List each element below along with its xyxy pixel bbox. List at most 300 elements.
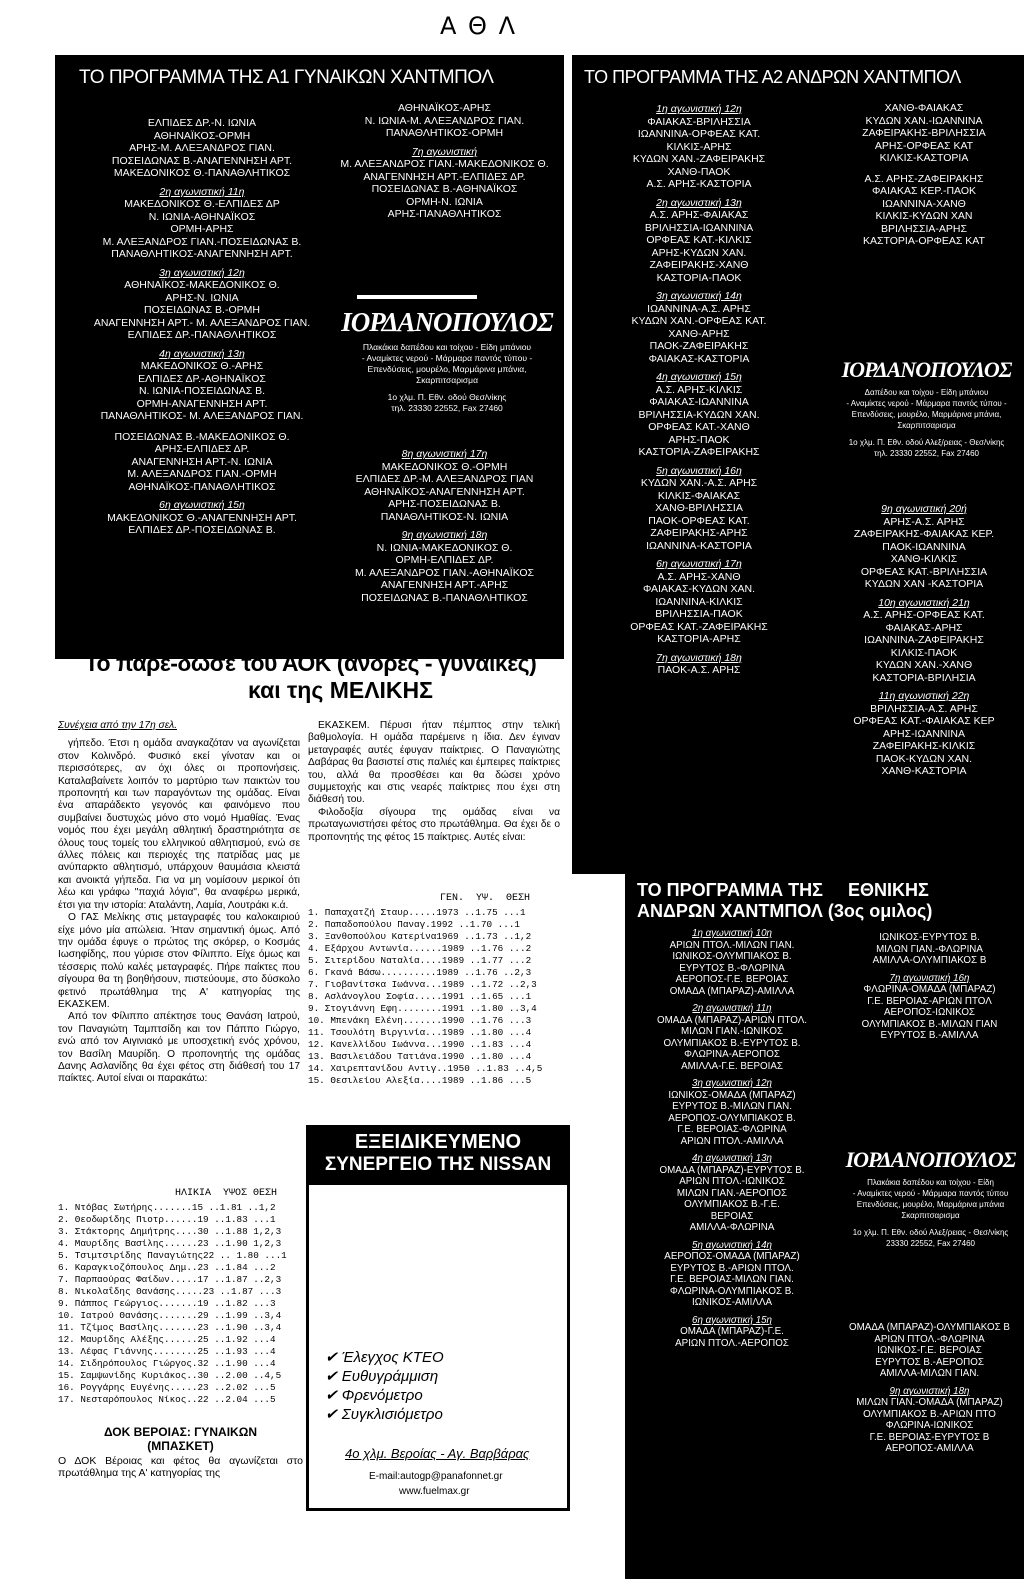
list-item: ΑΡΗΣ-ΠΑΟΚ [668, 433, 730, 446]
ad-address: 1ο χλμ. Π. Εθν. οδού Θεσ/νίκης [387, 392, 507, 402]
list-item: 16. Ρογγάρης Ευγένης.....23 ..2.02 ...5 [58, 1382, 276, 1393]
list-item: ΟΡΜΗ-ΑΡΗΣ [170, 223, 234, 235]
list-item: 14. Χαιρεπτανίδου Αντιγ..1950 ..1.83 ..4,5 [308, 1063, 543, 1074]
list-item: ΕΛΠΙΔΕΣ ΔΡ.-ΑΘΗΝΑΪΚΟΣ [138, 372, 266, 385]
list-item: ΟΡΦΕΑΣ ΚΑΤ.-ΒΡΙΛΗΣΣΙΑ [860, 565, 988, 578]
men-roster-header: ΗΛΙΚΙΑ ΥΨΟΣ ΘΕΣΗ [175, 1188, 278, 1199]
a2-round-7-list [574, 664, 824, 677]
list-item: Επενδύσεις, μουρέλο, Μαρμάρινα μπάνια [856, 1200, 1005, 1209]
list-item: ΙΩΑΝΝΙΝΑ-ΚΙΛΚΙΣ [655, 595, 743, 608]
list-item: 2. Παπαδοπούλου Παναγ.1992 ..1.70 ...1 [308, 919, 521, 930]
list-item: ΟΡΜΗ-ΕΛΠΙΔΕΣ ΔΡ. [395, 554, 494, 566]
list-item: ΑΡΗΣ-Α.Σ. ΑΡΗΣ [883, 515, 965, 528]
list-item: ΖΑΦΕΙΡΑΚΗΣ-ΦΑΙΑΚΑΣ ΚΕΡ. [853, 528, 995, 540]
list-item: ΟΛΥΜΠΙΑΚΟΣ Β.-ΜΙΛΩΝ ΓΙΑΝ [861, 1018, 998, 1030]
list-item: Α.Σ. ΑΡΗΣ-ΟΡΦΕΑΣ ΚΑΤ. [863, 609, 985, 621]
paragraph: Ο ΓΑΣ Μελίκης στις μεταγραφές του καλοκαιριού είχε μόνο μία απώλεια. Ήταν σημαντική όμως. Από την ομάδα έφυγε ο πρώτος της σκόρερ, ο Κοσμάς Ιωσηφίδης, που γύρισε στον Φίλιππο. Είχε όμως και τέσσερις πολύ καλές μεταγραφές. Πήρε παίκτες που σίγουρα θα τη βοηθήσουν, πιστεύουμε, στο δύσκολο φετινό πρωτάθλημα της Α' κατηγορίας της ΕΚΑΣΚΕΜ. [58, 912, 300, 1010]
list-item: ΑΕΡΟΠΟΣ-ΑΜΙΛΛΑ [885, 1443, 974, 1454]
check-icon: ✔ [325, 1406, 342, 1423]
a1-left-column [87, 117, 317, 537]
list-item: ΖΑΦΕΙΡΑΚΗΣ-ΚΙΛΚΙΣ [872, 740, 976, 752]
list-item: 3. Ξανθοπούλου Κατερίνα1969 ..1.73 ..1,2 [308, 931, 532, 942]
list-item: ΟΡΦΕΑΣ ΚΑΤ.-ΧΑΝΘ [648, 421, 750, 433]
check-icon: ✔ [325, 1387, 342, 1404]
list-item: 2. Θεοδωρίδης Πιοτρ......19 ..1.83 ...1 [58, 1214, 276, 1225]
a2-round-2-list [574, 209, 824, 284]
service-item [325, 1367, 444, 1386]
women-roster-header: ΓΕΝ. ΥΨ. ΘΕΣΗ [440, 893, 531, 904]
a2-right-column [824, 102, 1024, 248]
list-item: ΜΙΛΩΝ ΓΙΑΝ.-ΑΕΡΟΠΟΣ [676, 1187, 788, 1199]
list-item: ΧΑΝΘ-ΚΙΛΚΙΣ [890, 553, 958, 565]
list-item: ΑΝΑΓΕΝΝΗΣΗ ΑΡΤ.-ΑΡΗΣ [380, 579, 509, 591]
a2-round-5-title: 5η αγωνιστική 16η [656, 464, 742, 477]
nissan-title-2: ΣΥΝΕΡΓΕΙΟ ΤΗΣ NISSAN [324, 1154, 552, 1175]
list-item: ΟΡΜΗ-Ν. ΙΩΝΙΑ [406, 195, 483, 208]
article-headline [58, 650, 563, 704]
list-item: 7. Παρπαούρας Φαίδων.....17 ..1.87 ..2,3 [58, 1274, 282, 1285]
a1-round-4-list [87, 360, 317, 423]
national-right-bottom-column [837, 1322, 1022, 1455]
a2-left-column [574, 97, 824, 677]
list-item: ΠΑΝΑΘΛΗΤΙΚΟΣ-ΟΡΜΗ [385, 127, 504, 139]
list-item: ΙΩΑΝΝΙΝΑ-ΧΑΝΘ [882, 197, 966, 210]
national-round-1-title: 1η αγωνιστική 10η [692, 928, 772, 939]
list-item: ΑΜΙΛΛΑ-ΟΛΥΜΠΙΑΚΟΣ Β [872, 955, 987, 966]
a2-round-4-list [574, 384, 824, 459]
list-item: Σκαρπιτσαρισμα [897, 421, 956, 430]
men-roster-table [58, 1202, 287, 1406]
list-item: ΚΥΔΩΝ ΧΑΝ.-ΖΑΦΕΙΡΑΚΗΣ [632, 153, 766, 165]
list-item: ΑΕΡΟΠΟΣ-ΟΜΑΔΑ (ΜΠΑΡΑΖ) [664, 1251, 800, 1262]
ad-address: 1ο χλμ. Π. Εθν. οδού Αλεξ/ρειας - Θεσ/νίκης [852, 1228, 1009, 1237]
article-column-1 [58, 720, 300, 1086]
list-item: Μ. ΑΛΕΞΑΝΔΡΟΣ ΓΙΑΝ.-ΑΘΗΝΑΪΚΟΣ [354, 566, 535, 579]
list-item: ΜΑΚΕΔΟΝΙΚΟΣ Θ.-ΟΡΜΗ [381, 460, 508, 473]
list-item: ΚΥΔΩΝ ΧΑΝ.-ΟΡΦΕΑΣ ΚΑΤ. [631, 315, 767, 327]
list-item: ΑΝΑΓΕΝΝΗΣΗ ΑΡΤ.- Μ. ΑΛΕΞΑΝΔΡΟΣ ΓΙΑΝ. [93, 316, 311, 329]
list-item: ΟΡΜΗ-ΑΝΑΓΕΝΝΗΣΗ ΑΡΤ. [136, 397, 268, 410]
a1-round-4-title: 4η αγωνιστική 13η [159, 347, 245, 360]
list-item: 14. Σιδηρόπουλος Γιώργος.32 ..1.90 ...4 [58, 1358, 276, 1369]
list-item: ΦΑΙΑΚΑΣ-ΒΡΙΛΗΣΣΙΑ [647, 115, 751, 128]
list-item: ΟΛΥΜΠΙΑΚΟΣ Β.-ΕΥΡΥΤΟΣ Β. [663, 1037, 801, 1049]
list-item: Ν. ΙΩΝΙΑ-ΜΑΚΕΔΟΝΙΚΟΣ Θ. [376, 541, 513, 554]
list-item: ΟΛΥΜΠΙΑΚΟΣ Β.-ΑΡΙΩΝ ΠΤΟ [863, 1408, 996, 1420]
list-item: ΦΛΩΡΙΝΑ-ΙΩΝΙΚΟΣ [885, 1420, 974, 1431]
list-item: ΟΜΑΔΑ (ΜΠΑΡΑΖ)-Γ.Ε. [680, 1326, 784, 1337]
service-label: Συγκλισιόμετρο [341, 1406, 443, 1423]
list-item: ΠΑΟΚ-ΙΩΑΝΝΙΝΑ [882, 540, 966, 553]
list-item: ΕΥΡΥΤΟΣ Β.-ΑΡΙΩΝ ΠΤΟΛ. [670, 1262, 794, 1274]
list-item: Α.Σ. ΑΡΗΣ-ΖΑΦΕΙΡΑΚΗΣ [864, 172, 984, 185]
ad-brand: ΙΟΡΔΑΝΟΠΟΥΛΟΣ [341, 307, 553, 337]
list-item: 1. Παπαχατζή Σταυρ.....1973 ..1.75 ...1 [308, 907, 526, 918]
list-item: ΙΩΝΙΚΟΣ-Γ.Ε. ΒΕΡΟΙΑΣ [877, 1345, 982, 1356]
list-item: ΙΩΑΝΝΙΝΑ-ΖΑΦΕΙΡΑΚΗΣ [864, 634, 984, 646]
a1-round-5-list [87, 431, 317, 494]
list-item: Επενδύσεις, μουρέλο, Μαρμάρινα μπάνια, [367, 364, 527, 374]
list-item: ΑΕΡΟΠΟΣ-Γ.Ε. ΒΕΡΟΙΑΣ [675, 974, 789, 985]
list-item: 6. Καραγκιοζόπουλος Δημ..23 ..1.84 ...2 [58, 1262, 276, 1273]
list-item: ΠΑΟΚ-ΚΥΔΩΝ ΧΑΝ. [875, 752, 973, 765]
national-schedule-box [625, 870, 1024, 1579]
list-item: ΑΜΙΛΛΑ-ΜΙΛΩΝ ΓΙΑΝ. [879, 1368, 980, 1379]
national-round-1-list [627, 940, 837, 998]
list-item: ΦΛΩΡΙΝΑ-ΟΜΑΔΑ (ΜΠΑΡΑΖ) [863, 984, 996, 995]
list-item: ΜΙΛΩΝ ΓΙΑΝ.-ΦΛΩΡΙΝΑ [876, 943, 983, 955]
national-round-7-title: 7η αγωνιστική 16η [889, 972, 970, 984]
list-item: ΑΘΗΝΑΪΚΟΣ-ΠΑΝΑΘΛΗΤΙΚΟΣ [128, 480, 276, 493]
article-col2-paragraphs [308, 720, 560, 844]
list-item: 3. Στάκτορης Δημήτρης....30 ..1.88 1,2,3 [58, 1226, 282, 1237]
list-item: ΑΜΙΛΛΑ-Γ.Ε. ΒΕΡΟΙΑΣ [681, 1060, 783, 1072]
a2-round-9-list [824, 516, 1024, 591]
list-item: ΒΡΙΛΗΣΣΙΑ-Α.Σ. ΑΡΗΣ [870, 702, 978, 715]
national-right-column [837, 932, 1022, 1042]
list-item: ΑΕΡΟΠΟΣ-ΟΛΥΜΠΙΑΚΟΣ Β. [668, 1112, 796, 1124]
a1-round-3-title: 3η αγωνιστική 12η [159, 266, 245, 279]
service-label: Έλεγχος ΚΤΕΟ [341, 1349, 444, 1366]
list-item: 7. Γιοβανίτσκα Ιωάννα...1989 ..1.72 ..2,3 [308, 979, 537, 990]
list-item: 1. Ντόβας Σωτήρης.......15 ..1.81 ..1,2 [58, 1202, 276, 1213]
list-item: Ν. ΙΩΝΙΑ-Μ. ΑΛΕΞΑΝΔΡΟΣ ΓΙΑΝ. [364, 114, 525, 127]
list-item: ΜΑΚΕΔΟΝΙΚΟΣ Θ.-ΠΑΝΑΘΛΗΤΙΚΟΣ [113, 167, 291, 179]
list-item: ΑΡΗΣ-ΟΡΦΕΑΣ ΚΑΤ [874, 139, 974, 152]
list-item: ΑΡΙΩΝ ΠΤΟΛ.-ΑΜΙΛΛΑ [680, 1135, 784, 1147]
national-round-4-list [627, 1165, 837, 1234]
list-item: ΠΑΟΚ-ΖΑΦΕΙΡΑΚΗΣ [649, 340, 749, 352]
continuation-note: Συνέχεια από την 17η σελ. [58, 720, 178, 731]
list-item: Ν. ΙΩΝΙΑ-ΠΟΣΕΙΔΩΝΑΣ Β. [138, 385, 266, 397]
list-item: Α.Σ. ΑΡΗΣ-ΚΑΣΤΟΡΙΑ [646, 178, 752, 190]
list-item: 5. Τσιμτσιρίδης Παναγιώτης22 .. 1.80 ...1 [58, 1250, 287, 1261]
list-item: Α.Σ. ΑΡΗΣ-ΚΙΛΚΙΣ [655, 383, 743, 396]
list-item: ΕΛΠΙΔΕΣ ΔΡ.-ΠΟΣΕΙΔΩΝΑΣ Β. [128, 524, 276, 536]
dok-subtitle: (ΜΠΑΣΚΕΤ) [147, 1439, 214, 1453]
list-item: ΧΑΝΘ-ΦΑΙΑΚΑΣ [884, 102, 964, 114]
list-item: ΦΛΩΡΙΝΑ-ΟΛΥΜΠΙΑΚΟΣ Β. [670, 1285, 794, 1297]
list-item: ΚΙΛΚΙΣ-ΦΑΙΑΚΑΣ [657, 489, 741, 502]
a1-right-top-list [332, 102, 557, 140]
list-item: 6. Γκανά Βάσω..........1989 ..1.76 ..2,3 [308, 967, 532, 978]
list-item: 11. Τσουλότη Βιργινία...1989 ..1.80 ...4 [308, 1027, 532, 1038]
national-right-1-list [837, 932, 1022, 967]
ad-lines [837, 1177, 1024, 1221]
list-item: ΟΜΑΔΑ (ΜΠΑΡΑΖ)-ΑΡΙΩΝ ΠΤΟΛ. [657, 1014, 807, 1026]
paragraph: γήπεδο. Έτσι η ομάδα αναγκαζόταν να αγωνίζεται στον Κολινδρό. Φυσικό εκεί γίνοταν και οι περισσότερες, αν όχι όλες οι προπονήσεις. Καταλαβαίνετε λοιπόν το μαρτύριο των παικτών του προπονητή και των παραγόντων της ομάδας. Είναι ένα απαράδεκτο γεγονός και φαινόμενο που συμβαίνει δυστυχώς μόνο στο νομό Ημαθίας. Ένας νομός που έχει μεγάλη αθλητική δραστηριότητα σε όλους τους τομείς του ελληνικού αθλητισμού, ενώ σε άλλες πόλεις και περιοχές της πατρίδας μας με ανύπαρκτο αθλητισμό, υπάρχουν θαυμάσια κλειστά και ανοικτά γήπεδα. Για να μη νομίσουν μερικοί ότι λέω και γράφω "παχιά λόγια", θα αναφέρω μερικά, έτσι για την ιστορία: Αταλάντη, Λαμία, Λουτράκι κ.ά. [58, 738, 300, 911]
paragraph: Από τον Φίλιππο απέκτησε τους Θανάση Ιατρού, τον Παναγιώτη Ταμπτσίδη και τον Πάππο Γιώργο, ενώ από τον Αιγινιακό με υποσχετική ενός χρόνου, τον Βασίλη Μαυρίδη. Ο προπονητής της ομάδας Δανης Ασλανίδης θα έχει φέτος στη διάθεσή του 17 παίκτες. Αυτοί είναι οι παρακάτω: [58, 1011, 300, 1085]
a2-round-5-list [574, 477, 824, 552]
list-item: ΦΑΙΑΚΑΣ-ΚΥΔΩΝ ΧΑΝ. [642, 583, 756, 595]
list-item: ΑΡΗΣ-ΙΩΑΝΝΙΝΑ [882, 727, 966, 740]
list-item: ΠΟΣΕΙΔΩΝΑΣ Β.-ΠΑΝΑΘΛΗΤΙΚΟΣ [361, 591, 528, 604]
list-item: ΚΙΛΚΙΣ-ΑΡΗΣ [666, 140, 732, 153]
nissan-ad [306, 1125, 570, 1511]
a2-round-6-title: 6η αγωνιστική 17η [656, 558, 742, 570]
national-title-2: ΑΝΔΡΩΝ ΧΑΝΤΜΠΟΛ (3ος ομιλος) [637, 901, 933, 921]
ad-brand: ΙΟΡΔΑΝΟΠΟΥΛΟΣ [841, 357, 1012, 382]
ad-lines [337, 342, 557, 386]
list-item: ΠΑΝΑΘΛΗΤΙΚΟΣ-ΑΝΑΓΕΝΝΗΣΗ ΑΡΤ. [111, 248, 293, 260]
list-item: ΑΝΑΓΕΝΝΗΣΗ ΑΡΤ.-ΕΛΠΙΔΕΣ ΔΡ. [363, 170, 526, 183]
list-item: ΑΘΗΝΑΪΚΟΣ-ΜΑΚΕΔΟΝΙΚΟΣ Θ. [124, 279, 280, 291]
national-round-9-list [837, 1397, 1022, 1455]
list-item: - Αναμίκτες νερού - Μάρμαρα παντός τύπου [852, 1189, 1009, 1198]
list-item: ΜΑΚΕΔΟΝΙΚΟΣ Θ.-ΑΝΑΓΕΝΝΗΣΗ ΑΡΤ. [107, 511, 297, 524]
a1-divider [357, 295, 477, 299]
list-item: Γ.Ε. ΒΕΡΟΙΑΣ-ΑΡΙΩΝ ΠΤΟΛ [867, 995, 992, 1007]
list-item: ΙΩΑΝΝΙΝΑ-ΟΡΦΕΑΣ ΚΑΤ. [637, 128, 761, 140]
list-item: ΑΘΗΝΑΪΚΟΣ-ΑΝΑΓΕΝΝΗΣΗ ΑΡΤ. [364, 485, 525, 498]
list-item: ΑΘΗΝΑΪΚΟΣ-ΟΡΜΗ [153, 129, 251, 142]
national-round-6-title: 6η αγωνιστική 15η [692, 1314, 772, 1326]
list-item: 4. Εξάρχου Αντωνία......1989 ..1.76 ...2 [308, 943, 532, 954]
list-item: ΟΜΑΔΑ (ΜΠΑΡΑΖ)-ΕΥΡΥΤΟΣ Β. [659, 1164, 805, 1176]
list-item: ΙΩΝΙΚΟΣ-ΕΥΡΥΤΟΣ Β. [879, 932, 980, 943]
check-icon: ✔ [325, 1368, 342, 1385]
list-item: ΟΜΑΔΑ (ΜΠΑΡΑΖ)-ΑΜΙΛΛΑ [669, 985, 795, 997]
list-item: ΑΡΙΩΝ ΠΤΟΛ.-ΑΕΡΟΠΟΣ [675, 1337, 789, 1349]
list-item: ΕΥΡΥΤΟΣ Β.-ΦΛΩΡΙΝΑ [679, 962, 785, 974]
a1-right-column [332, 102, 557, 221]
list-item: ΚΙΛΚΙΣ-ΚΥΔΩΝ ΧΑΝ [875, 210, 973, 222]
list-item: ΚΥΔΩΝ ΧΑΝ.-ΧΑΝΘ [875, 659, 973, 671]
women-roster-table [308, 907, 542, 1087]
list-item: ΜΙΛΩΝ ΓΙΑΝ.-ΙΩΝΙΚΟΣ [680, 1026, 783, 1037]
list-item: ΜΑΚΕΔΟΝΙΚΟΣ Θ.-ΑΡΗΣ [140, 360, 264, 372]
a1-round-8-list [332, 461, 557, 524]
national-round-3-list [627, 1090, 837, 1148]
paragraph: Φιλοδοξία σίγουρα της ομάδας είναι να πρωταγωνιστήσει φέτος στο πρωτάθλημα. Θα έχει δε ο προπονητής της φέτος 15 παίκτριες. Αυτές είναι: [308, 806, 560, 843]
list-item: ΠΑΝΑΘΛΗΤΙΚΟΣ-Ν. ΙΩΝΙΑ [380, 510, 509, 523]
paragraph: ΕΚΑΣΚΕΜ. Πέρυσι ήταν πέμπτος στην τελική βαθμολογία. Η ομάδα παρέμεινε η ίδια. Δεν έγιναν μεταγραφές αυτές έφυγαν παίκτριες. Ο Παναγιώτης Δαβάρας θα βασιστεί στις παλιές και έμπειρες παίκτριες του, αλλά θα προσθέσει και θα δώσει χρόνο συμμετοχής και στις νεαρές παίκτριες που έχει στη διάθεσή του. [308, 720, 560, 806]
list-item: 8. Νικολαΐδης Θανάσης.....23 ..1.87 ...3 [58, 1286, 282, 1297]
list-item: ΙΩΝΙΚΟΣ-ΟΛΥΜΠΙΑΚΟΣ Β. [672, 951, 792, 962]
nissan-title-1: ΕΞΕΙΔΙΚΕΥΜΕΝΟ [354, 1131, 522, 1153]
list-item: ΟΡΦΕΑΣ ΚΑΤ.-ΖΑΦΕΙΡΑΚΗΣ [630, 620, 768, 633]
list-item: ΧΑΝΘ-ΠΑΟΚ [667, 165, 731, 178]
list-item: 13. Λέφας Γιάννης........25 ..1.93 ...4 [58, 1346, 276, 1357]
list-item: Μ. ΑΛΕΞΑΝΔΡΟΣ ΓΙΑΝ.-ΜΑΚΕΔΟΝΙΚΟΣ Θ. [340, 158, 549, 170]
ad-iordanopoulos-1 [337, 307, 557, 414]
list-item: ΚΙΛΚΙΣ-ΠΑΟΚ [890, 646, 958, 659]
a1-round-7-list [332, 158, 557, 221]
list-item: ΑΝΑΓΕΝΝΗΣΗ ΑΡΤ.-Ν. ΙΩΝΙΑ [131, 455, 273, 468]
list-item: ΙΩΑΝΝΙΝΑ-ΚΑΣΤΟΡΙΑ [646, 539, 752, 552]
list-item: ΕΥΡΥΤΟΣ Β.-ΜΙΛΩΝ ΓΙΑΝ. [672, 1101, 792, 1112]
list-item: ΟΛΥΜΠΙΑΚΟΣ Β.-Γ.Ε. [684, 1199, 780, 1210]
ad-phone: τηλ. 23330 22552, Fax 27460 [391, 403, 503, 413]
nissan-web: www.fuelmax.gr [399, 1486, 470, 1497]
ad-phone: τηλ. 23330 22552, Fax 27460 [873, 449, 980, 458]
list-item: ΠΟΣΕΙΔΩΝΑΣ Β.-ΑΝΑΓΕΝΝΗΣΗ ΑΡΤ. [111, 154, 293, 167]
list-item: ΦΑΙΑΚΑΣ ΚΕΡ.-ΠΑΟΚ [871, 185, 977, 197]
a2-right-top-list [824, 102, 1024, 165]
list-item: 15. Σαμψωνίδης Κυριάκος..30 ..2.00 ..4,5 [58, 1370, 282, 1381]
national-title-1: ΤΟ ΠΡΟΓΡΑΜΜΑ ΤΗΣ [637, 880, 823, 900]
list-item: ΑΡΗΣ-ΚΥΔΩΝ ΧΑΝ. [651, 246, 747, 259]
ad-iordanopoulos-2 [829, 357, 1024, 459]
list-item: ΦΑΙΑΚΑΣ-ΙΩΑΝΝΙΝΑ [649, 396, 749, 408]
a2-round-7-title: 7η αγωνιστική 18η [656, 651, 742, 664]
list-item: ΦΑΙΑΚΑΣ-ΑΡΗΣ [885, 621, 963, 634]
a2-round-2-title: 2η αγωνιστική 13η [656, 196, 742, 209]
list-item: ΠΟΣΕΙΔΩΝΑΣ Β.-ΜΑΚΕΔΟΝΙΚΟΣ Θ. [114, 430, 290, 443]
list-item: Πλακάκια δαπέδου και τοίχου - Είδη μπάνιου [362, 342, 532, 352]
list-item: ΟΜΑΔΑ (ΜΠΑΡΑΖ)-ΟΛΥΜΠΙΑΚΟΣ Β [849, 1322, 1010, 1333]
national-round-7-list [837, 984, 1022, 1042]
list-item: ΦΛΩΡΙΝΑ-ΑΕΡΟΠΟΣ [684, 1049, 780, 1060]
list-item: Σκαρπιτσαρισμα [416, 375, 478, 385]
a1-schedule-box [55, 55, 564, 659]
a1-title: ΤΟ ΠΡΟΓΡΑΜΜΑ ΤΗΣ Α1 ΓΥΝΑΙΚΩΝ ΧΑΝΤΜΠΟΛ [79, 67, 494, 88]
list-item: ΑΕΡΟΠΟΣ-ΙΩΝΙΚΟΣ [884, 1007, 975, 1018]
service-item [325, 1386, 444, 1405]
list-item: 5. Σιτερίδου Ναταλία....1989 ..1.77 ...2 [308, 955, 532, 966]
service-label: Ευθυγράμμιση [341, 1368, 439, 1385]
a1-round-7-title: 7η αγωνιστική [411, 145, 478, 158]
national-round-3-title: 3η αγωνιστική 12η [692, 1078, 772, 1089]
list-item: ΠΟΣΕΙΔΩΝΑΣ Β.-ΑΘΗΝΑΪΚΟΣ [371, 183, 518, 195]
article-paragraphs [58, 738, 300, 1085]
ad-phone: 23330 22552, Fax 27460 [886, 1239, 975, 1248]
list-item: ΙΩΝΙΚΟΣ-ΟΜΑΔΑ (ΜΠΑΡΑΖ) [668, 1089, 796, 1101]
list-item: ΚΑΣΤΟΡΙΑ-ΒΡΙΛΗΣΙΑ [872, 671, 976, 684]
a2-right-2-list [824, 173, 1024, 248]
service-item [325, 1348, 444, 1367]
list-item: ΚΑΣΤΟΡΙΑ-ΖΑΦΕΙΡΑΚΗΣ [638, 446, 760, 458]
list-item: ΟΡΦΕΑΣ ΚΑΤ.-ΚΙΛΚΙΣ [646, 234, 752, 246]
list-item: ΒΡΙΛΗΣΣΙΑ-ΚΥΔΩΝ ΧΑΝ. [638, 408, 760, 421]
list-item: ΑΡΗΣ-Μ. ΑΛΕΞΑΝΔΡΟΣ ΓΙΑΝ. [129, 142, 275, 154]
headline-line-2: και της ΜΕΛΙΚΗΣ [248, 677, 433, 703]
national-round-9-title: 9η αγωνιστική 18η [889, 1385, 970, 1397]
a1-round-9-title: 9η αγωνιστική 18η [401, 529, 488, 541]
nissan-email: E-mail:autogp@panafonnet.gr [369, 1471, 503, 1482]
a2-title: ΤΟ ΠΡΟΓΡΑΜΜΑ ΤΗΣ Α2 ΑΝΔΡΩΝ ΧΑΝΤΜΠΟΛ [584, 67, 961, 87]
list-item: Πλακάκια δαπέδου και τοίχου - Είδη [867, 1178, 994, 1187]
dok-title: ΔΟΚ ΒΕΡΟΙΑΣ: ΓΥΝΑΙΚΩΝ [103, 1425, 257, 1439]
list-item: ΑΡΗΣ-ΠΑΝΑΘΛΗΤΙΚΟΣ [387, 208, 502, 220]
list-item: Α.Σ. ΑΡΗΣ-ΦΑΙΑΚΑΣ [649, 209, 749, 221]
list-item: Α.Σ. ΑΡΗΣ-ΧΑΝΘ [657, 570, 741, 583]
a2-right-bottom-column [824, 497, 1024, 778]
list-item: ΕΥΡΥΤΟΣ Β.-ΑΕΡΟΠΟΣ [875, 1356, 984, 1368]
list-item: ΙΩΑΝΝΙΝΑ-Α.Σ. ΑΡΗΣ [647, 302, 751, 315]
list-item: 4. Μαυρίδης Βασίλης......23 ..1.90 1,2,3 [58, 1238, 282, 1249]
list-item: ΑΡΗΣ-ΠΟΣΕΙΔΩΝΑΣ Β. [388, 498, 501, 510]
list-item: Επενδύσεις, μουρέλο, Μαρμάρινα μπάνια, [851, 410, 1002, 419]
list-item: ΚΑΣΤΟΡΙΑ-ΠΑΟΚ [656, 271, 742, 284]
list-item: 12. Μαυρίδης Αλέξης......25 ..1.92 ...4 [58, 1334, 276, 1345]
a2-round-11-list [824, 703, 1024, 778]
nissan-address: 4ο χλμ. Βεροίας - Αγ. Βαρβάρας [345, 1446, 530, 1461]
list-item: 9. Πάππος Γεώργιος.......19 ..1.82 ...3 [58, 1298, 276, 1309]
list-item: Ν. ΙΩΝΙΑ-ΑΘΗΝΑΪΚΟΣ [148, 210, 256, 223]
list-item: ΒΡΙΛΗΣΣΙΑ-ΙΩΑΝΝΙΝΑ [644, 221, 754, 234]
a1-round-6-list [87, 512, 317, 537]
national-round-2-list [627, 1015, 837, 1073]
list-item: 17. Νεσταρόπουλος Νίκος..22 ..2.04 ...5 [58, 1394, 276, 1405]
list-item: ΕΛΠΙΔΕΣ ΔΡ.-ΠΑΝΑΘΛΗΤΙΚΟΣ [127, 329, 277, 341]
a1-round-3-list [87, 279, 317, 342]
list-item: ΧΑΝΘ-ΑΡΗΣ [668, 327, 730, 340]
list-item: ΖΑΦΕΙΡΑΚΗΣ-ΧΑΝΘ [649, 259, 749, 271]
list-item: ΠΟΣΕΙΔΩΝΑΣ Β.-ΟΡΜΗ [144, 304, 260, 316]
headline-line-1: Το πάρε-δώσε του ΑΟΚ (άνδρες - γυναίκες) [84, 650, 537, 676]
list-item: 10. Ιατρού Θανάσης.......29 ..1.99 ..3,4 [58, 1310, 282, 1321]
list-item: ΦΑΙΑΚΑΣ-ΚΑΣΤΟΡΙΑ [648, 352, 750, 365]
dok-section [58, 1425, 303, 1479]
a1-round-2-title: 2η αγωνιστική 11η [159, 185, 245, 198]
a2-round-1-list [574, 116, 824, 191]
list-item: - Αναμίκτες νερού - Μάρμαρα παντός τύπου - [361, 353, 533, 363]
list-item: ΒΕΡΟΙΑΣ [710, 1210, 754, 1222]
national-title-1b: ΕΘΝΙΚΗΣ [847, 880, 929, 900]
national-round-4-title: 4η αγωνιστική 13η [692, 1153, 772, 1164]
article-column-2 [308, 720, 560, 844]
national-round-6-list [627, 1326, 837, 1349]
list-item: ΒΡΙΛΗΣΣΙΑ-ΠΑΟΚ [655, 608, 743, 620]
list-item: ΖΑΦΕΙΡΑΚΗΣ-ΒΡΙΛΗΣΣΙΑ [862, 127, 986, 139]
list-item: 13. Βασιλειάδου Τατιάνα.1990 ..1.80 ...4 [308, 1051, 532, 1062]
list-item: ΖΑΦΕΙΡΑΚΗΣ-ΑΡΗΣ [650, 527, 748, 539]
list-item: ΚΥΔΩΝ ΧΑΝ.-Α.Σ. ΑΡΗΣ [640, 477, 758, 489]
list-item: ΠΑΟΚ-Α.Σ. ΑΡΗΣ [657, 664, 741, 676]
list-item: ΚΑΣΤΟΡΙΑ-ΟΡΦΕΑΣ ΚΑΤ [863, 235, 985, 247]
list-item: ΑΡΗΣ-ΕΛΠΙΔΕΣ ΔΡ. [154, 443, 250, 455]
list-item: Γ.Ε. ΒΕΡΟΙΑΣ-ΦΛΩΡΙΝΑ [677, 1124, 787, 1135]
a2-round-10-title: 10η αγωνιστική 21η [878, 596, 970, 609]
list-item: ΧΑΝΘ-ΒΡΙΛΗΣΣΙΑ [655, 502, 743, 514]
a2-round-3-title: 3η αγωνιστική 14η [656, 290, 742, 302]
list-item: ΙΩΝΙΚΟΣ-ΑΜΙΛΛΑ [691, 1297, 773, 1308]
list-item: 8. Ασλάνογλου Σοφία.....1991 ..1.65 ...1 [308, 991, 532, 1002]
list-item: ΑΜΙΛΛΑ-ΦΛΩΡΙΝΑ [689, 1222, 775, 1233]
list-item: 9. Στογιάννη Εφη........1991 ..1.80 ..3,4 [308, 1003, 537, 1014]
list-item: Σκαρπιτσαρισμα [901, 1211, 960, 1220]
list-item: ΠΑΟΚ-ΟΡΦΕΑΣ ΚΑΤ. [648, 514, 750, 527]
nissan-service-list [325, 1348, 444, 1424]
a1-round-9-list [332, 542, 557, 605]
nissan-header [306, 1125, 570, 1185]
list-item: ΚΑΣΤΟΡΙΑ-ΑΡΗΣ [657, 633, 741, 645]
a2-round-10-list [824, 609, 1024, 684]
a2-round-11-title: 11η αγωνιστική 22η [878, 690, 970, 702]
a2-round-9-title: 9η αγωνιστική 20ή [881, 503, 967, 515]
a2-schedule-box [572, 55, 1024, 874]
list-item: - Αναμίκτες νερού - Μάρμαρα παντός τύπου - [846, 399, 1007, 408]
national-round-5-list [627, 1251, 837, 1309]
list-item: Γ.Ε. ΒΕΡΟΙΑΣ-ΕΥΡΥΤΟΣ Β [869, 1431, 990, 1443]
a1-left-list [87, 117, 317, 180]
list-item: ΑΡΙΩΝ ΠΤΟΛ.-ΜΙΛΩΝ ΓΙΑΝ. [669, 939, 795, 951]
list-item: ΑΡΗΣ-Ν. ΙΩΝΙΑ [165, 291, 239, 304]
list-item: 10. Μπενάκη Ελένη.......1990 ..1.76 ...3 [308, 1015, 532, 1026]
list-item: ΜΑΚΕΔΟΝΙΚΟΣ Θ.-ΕΛΠΙΔΕΣ ΔΡ [124, 198, 280, 210]
list-item: 15. Θεσιλείου Αλεξία....1989 ..1.86 ...5 [308, 1075, 532, 1086]
national-round-5-title: 5η αγωνιστική 14η [692, 1239, 772, 1251]
list-item: ΕΛΠΙΔΕΣ ΔΡ.-Ν. ΙΩΝΙΑ [147, 117, 257, 129]
list-item: ΧΑΝΘ-ΚΑΣΤΟΡΙΑ [881, 765, 967, 777]
list-item: Μ. ΑΛΕΞΑΝΔΡΟΣ ΓΙΑΝ.-ΠΟΣΕΙΔΩΝΑΣ Β. [102, 235, 302, 248]
a2-round-1-title: 1η αγωνιστική 12η [656, 103, 742, 115]
list-item: ΑΘΗΝΑΪΚΟΣ-ΑΡΗΣ [398, 102, 491, 114]
list-item: Γ.Ε. ΒΕΡΟΙΑΣ-ΜΙΛΩΝ ΓΙΑΝ. [670, 1274, 794, 1285]
a1-round-6-title: 6η αγωνιστική 15η [159, 499, 245, 511]
a2-round-6-list [574, 571, 824, 646]
